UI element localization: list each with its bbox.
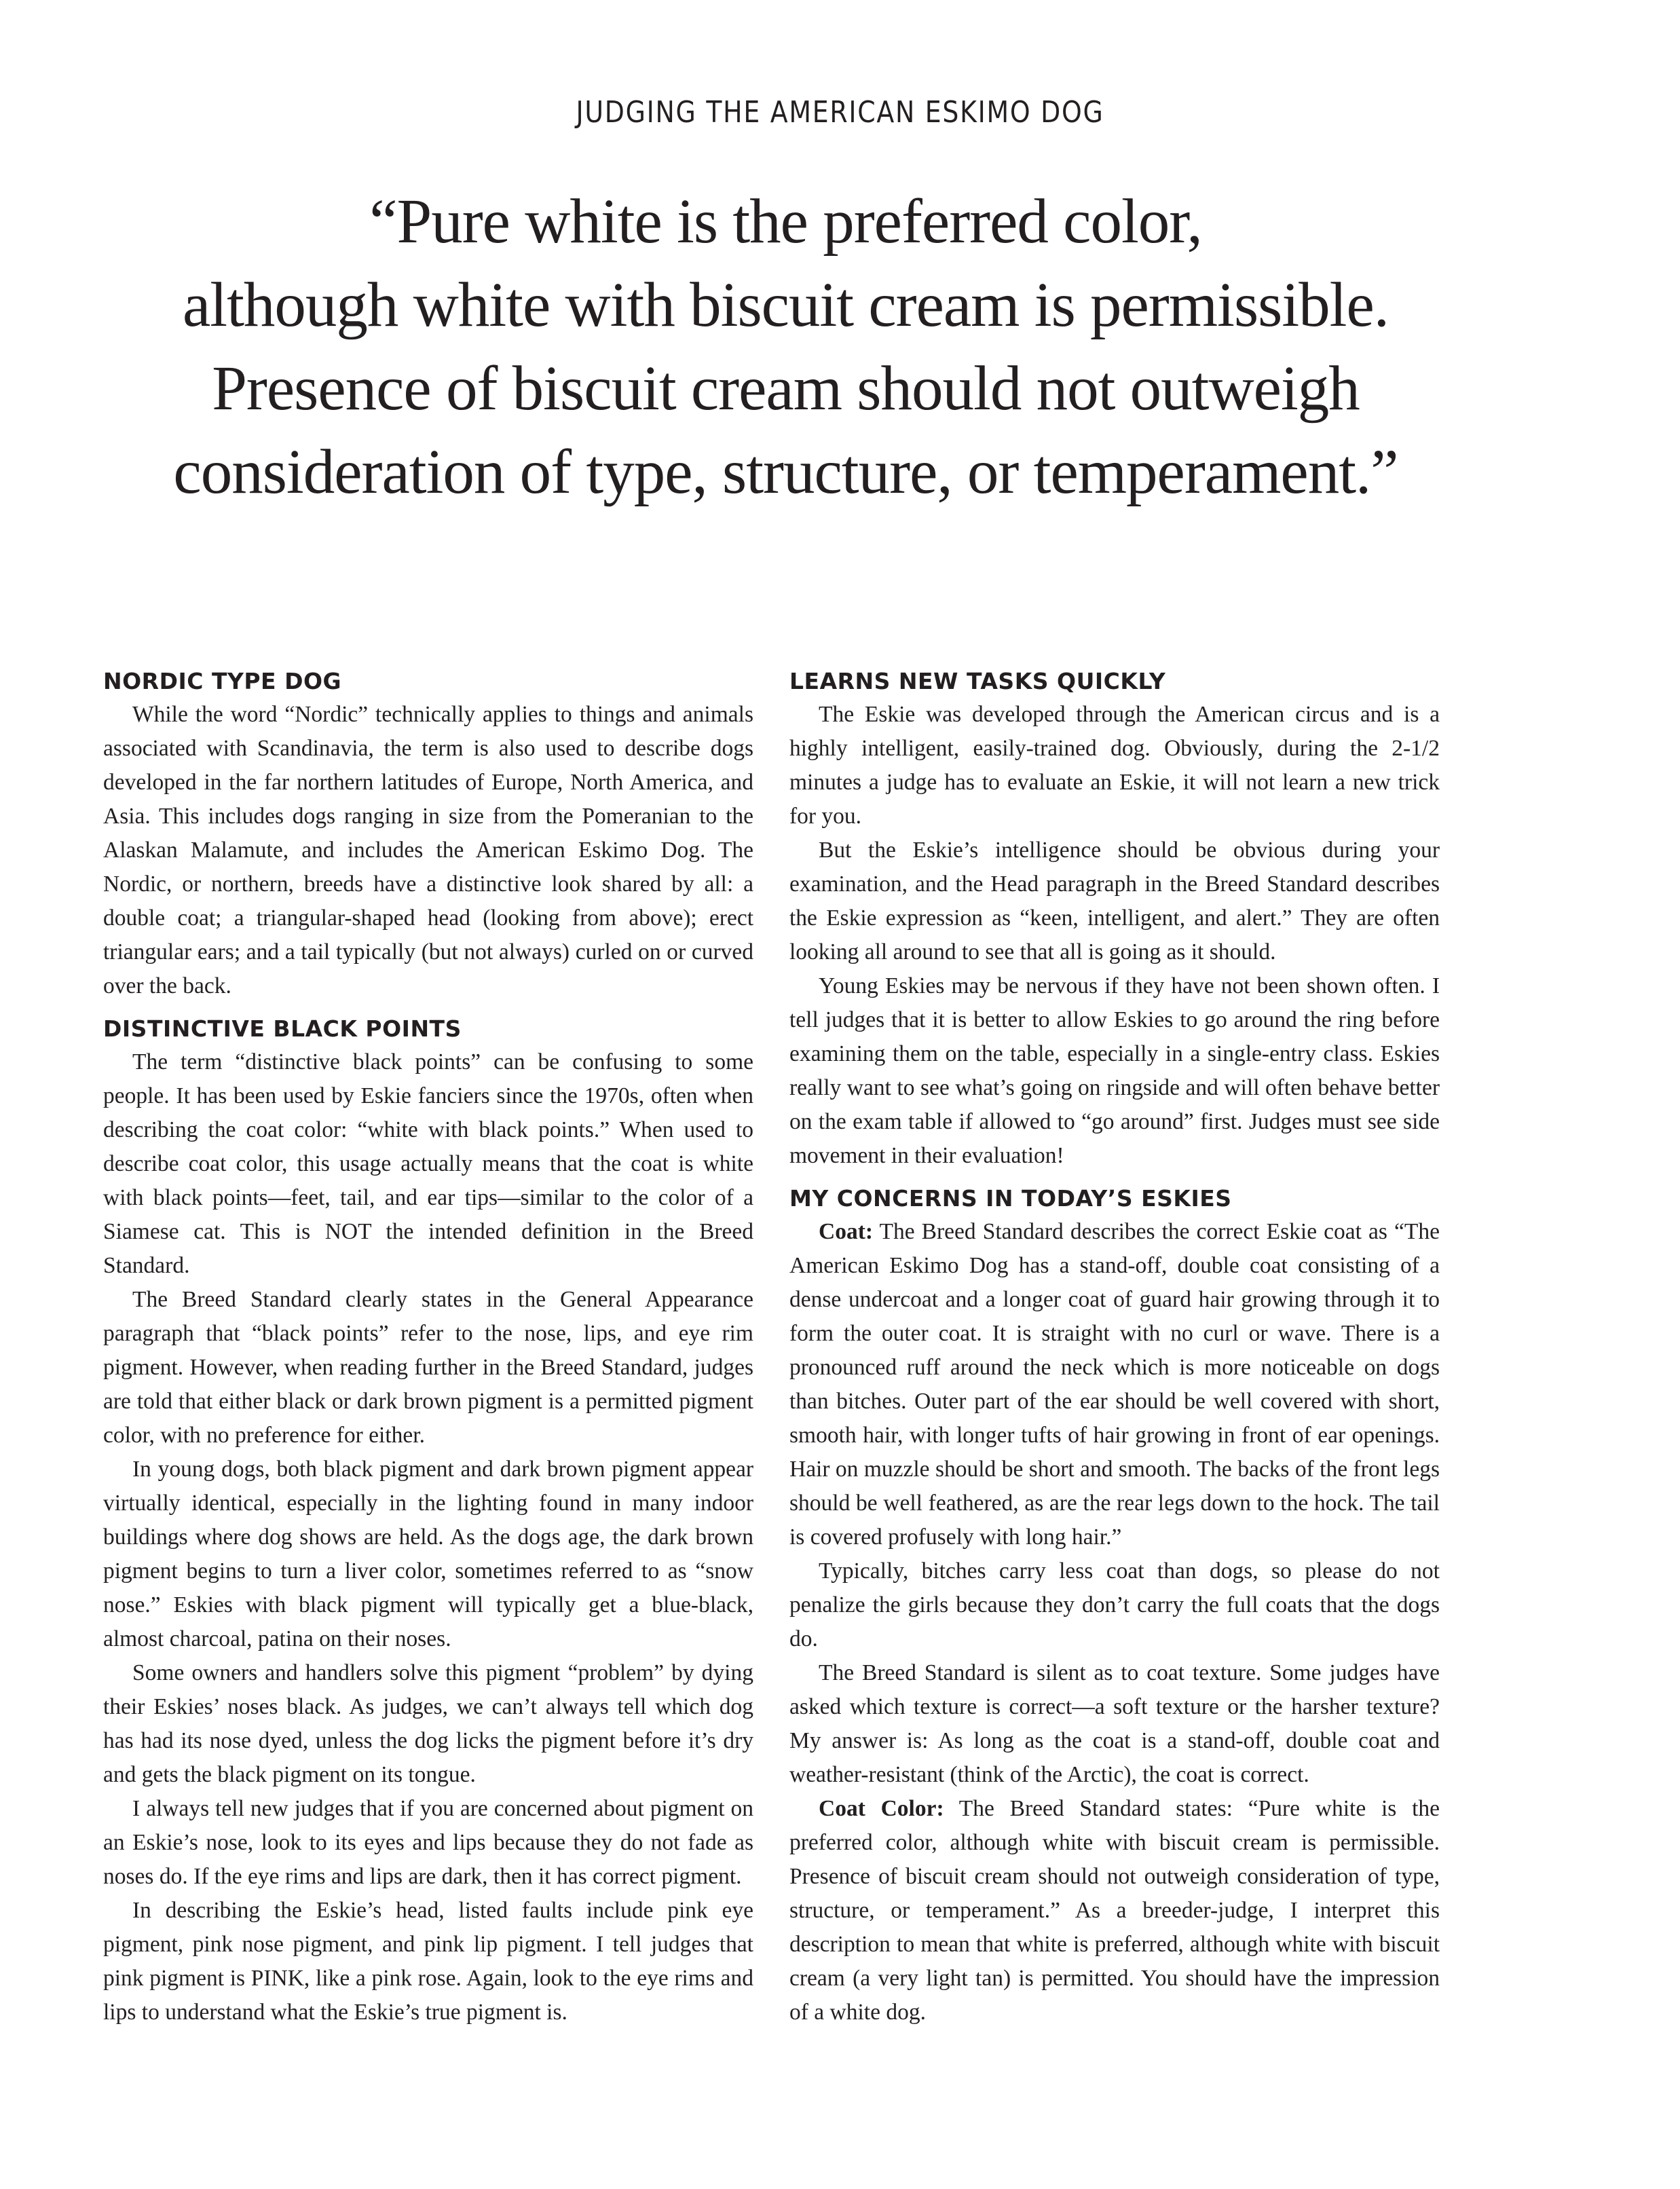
section-heading: DISTINCTIVE BLACK POINTS (103, 1015, 462, 1042)
section-my-concerns (789, 1182, 1440, 2029)
body-paragraph-coat (789, 1215, 1440, 1554)
pull-quote-line: consideration of type, structure, or temperament.” (173, 437, 1398, 507)
left-column (103, 665, 753, 2039)
body-paragraph: The term “distinctive black points” can be confusing to some people. It has been used by Eskie fanciers since the 1970s, often when describing the coat color: “white with black points.” When used to describe coat color, this usage actually means that the coat is white with black points—feet, tail, and ear tips—similar to the color of a Siamese cat. This is NOT the intended definition in the Breed Standard. (103, 1049, 753, 1278)
pull-quote-line: “Pure white is the preferred color, (369, 187, 1202, 257)
section-nordic-type-dog (103, 665, 753, 1003)
body-paragraph: Young Eskies may be nervous if they have not been shown often. I tell judges that it is better to allow Eskies to go around the ring before examining them on the table, especially in a single-entry class. Eskies really want to see what’s going on ringside and will often behave better on the exam table if allowed to “go around” first. Judges must see side movement in their evaluation! (789, 973, 1440, 1168)
body-paragraph: The Breed Standard clearly states in the General Appearance paragraph that “black points” refer to the nose, lips, and eye rim pigment. However, when reading further in the Breed Standard, judges are told that either black or dark brown pigment is a permitted pigment color, with no preference for either. (103, 1287, 753, 1448)
pull-quote (81, 180, 1490, 514)
body-paragraph-coat-color (789, 1792, 1440, 2029)
section-heading: LEARNS NEW TASKS QUICKLY (789, 668, 1166, 694)
right-column (789, 665, 1440, 2039)
run-in-label: Coat Color: (819, 1796, 944, 1821)
pull-quote-line: although white with biscuit cream is permissible. (182, 270, 1389, 340)
body-paragraph: While the word “Nordic” technically applies to things and animals associated with Scandinavia, the term is also used to describe dogs developed in the far northern latitudes of Europe, North America, and Asia. This includes dogs ranging in size from the Pomeranian to the Alaskan Malamute, and includes the American Eskimo Dog. The Nordic, or northern, breeds have a distinctive look shared by all: a double coat; a triangular-shaped head (looking from above); erect triangular ears; and a tail typically (but not always) curled on or curved over the back. (103, 702, 753, 998)
body-paragraph: But the Eskie’s intelligence should be obvious during your examination, and the Head paragraph in the Breed Standard describes the Eskie expression as “keen, intelligent, and alert.” They are often looking all around to see that all is going as it should. (789, 838, 1440, 965)
section-heading: NORDIC TYPE DOG (103, 668, 342, 694)
body-paragraph: Typically, bitches carry less coat than dogs, so please do not penalize the girls because they don’t carry the full coats that the dogs do. (789, 1558, 1440, 1651)
body-paragraph: In young dogs, both black pigment and dark brown pigment appear virtually identical, especially in the lighting found in many indoor buildings where dog shows are held. As the dogs age, the dark brown pigment begins to turn a liver color, sometimes referred to as “snow nose.” Eskies with black pigment will typically get a blue-black, almost charcoal, patina on their noses. (103, 1457, 753, 1651)
section-heading: MY CONCERNS IN TODAY’S ESKIES (789, 1185, 1232, 1212)
body-paragraph: I always tell new judges that if you are concerned about pigment on an Eskie’s nose, look to its eyes and lips because they do not fade as noses do. If the eye rims and lips are dark, then it has correct pigment. (103, 1796, 753, 1889)
body-paragraph: The Breed Standard is silent as to coat texture. Some judges have asked which texture is correct—a soft texture or the harsher texture? My answer is: As long as the coat is a stand-off, double coat and weather-resistant (think of the Arctic), the coat is correct. (789, 1660, 1440, 1787)
body-paragraph: In describing the Eskie’s head, listed faults include pink eye pigment, pink nose pigment, and pink lip pigment. I tell judges that pink pigment is PINK, like a pink rose. Again, look to the eye rims and lips to understand what the Eskie’s true pigment is. (103, 1898, 753, 2025)
section-distinctive-black-points (103, 1013, 753, 2029)
run-in-label: Coat: (819, 1219, 874, 1244)
section-learns-new-tasks-quickly (789, 665, 1440, 1173)
running-head: JUDGING THE AMERICAN ESKIMO DOG (576, 95, 1104, 130)
paragraph-text: The Breed Standard describes the correct Eskie coat as “The American Eskimo Dog has a stand-off, double coat consisting of a dense undercoat and a longer coat of guard hair growing through it to form the outer coat. It is straight with no curl or wave. There is a pronounced ruff around the neck which is more noticeable on dogs than bitches. Outer part of the ear should be well covered with short, smooth hair, with longer tufts of hair growing in front of ear openings. Hair on muzzle should be short and smooth. The backs of the front legs should be well feathered, as are the rear legs down to the hock. The tail is covered profusely with long hair.” (789, 1219, 1440, 1550)
body-paragraph: The Eskie was developed through the American circus and is a highly intelligent, easily-trained dog. Obviously, during the 2-1/2 minutes a judge has to evaluate an Eskie, it will not learn a new trick for you. (789, 702, 1440, 829)
pull-quote-line: Presence of biscuit cream should not outweigh (212, 354, 1360, 424)
paragraph-text: The Breed Standard states: “Pure white is the preferred color, although white with biscuit cream is permissible. Presence of biscuit cream should not outweigh consideration of type, structure, or temperament.” As a breeder-judge, I interpret this description to mean that white is preferred, although white with biscuit cream (a very light tan) is permitted. You should have the impression of a white dog. (789, 1796, 1440, 2025)
body-paragraph: Some owners and handlers solve this pigment “problem” by dying their Eskies’ noses black. As judges, we can’t always tell which dog has had its nose dyed, unless the dog licks the pigment before it’s dry and gets the black pigment on its tongue. (103, 1660, 753, 1787)
